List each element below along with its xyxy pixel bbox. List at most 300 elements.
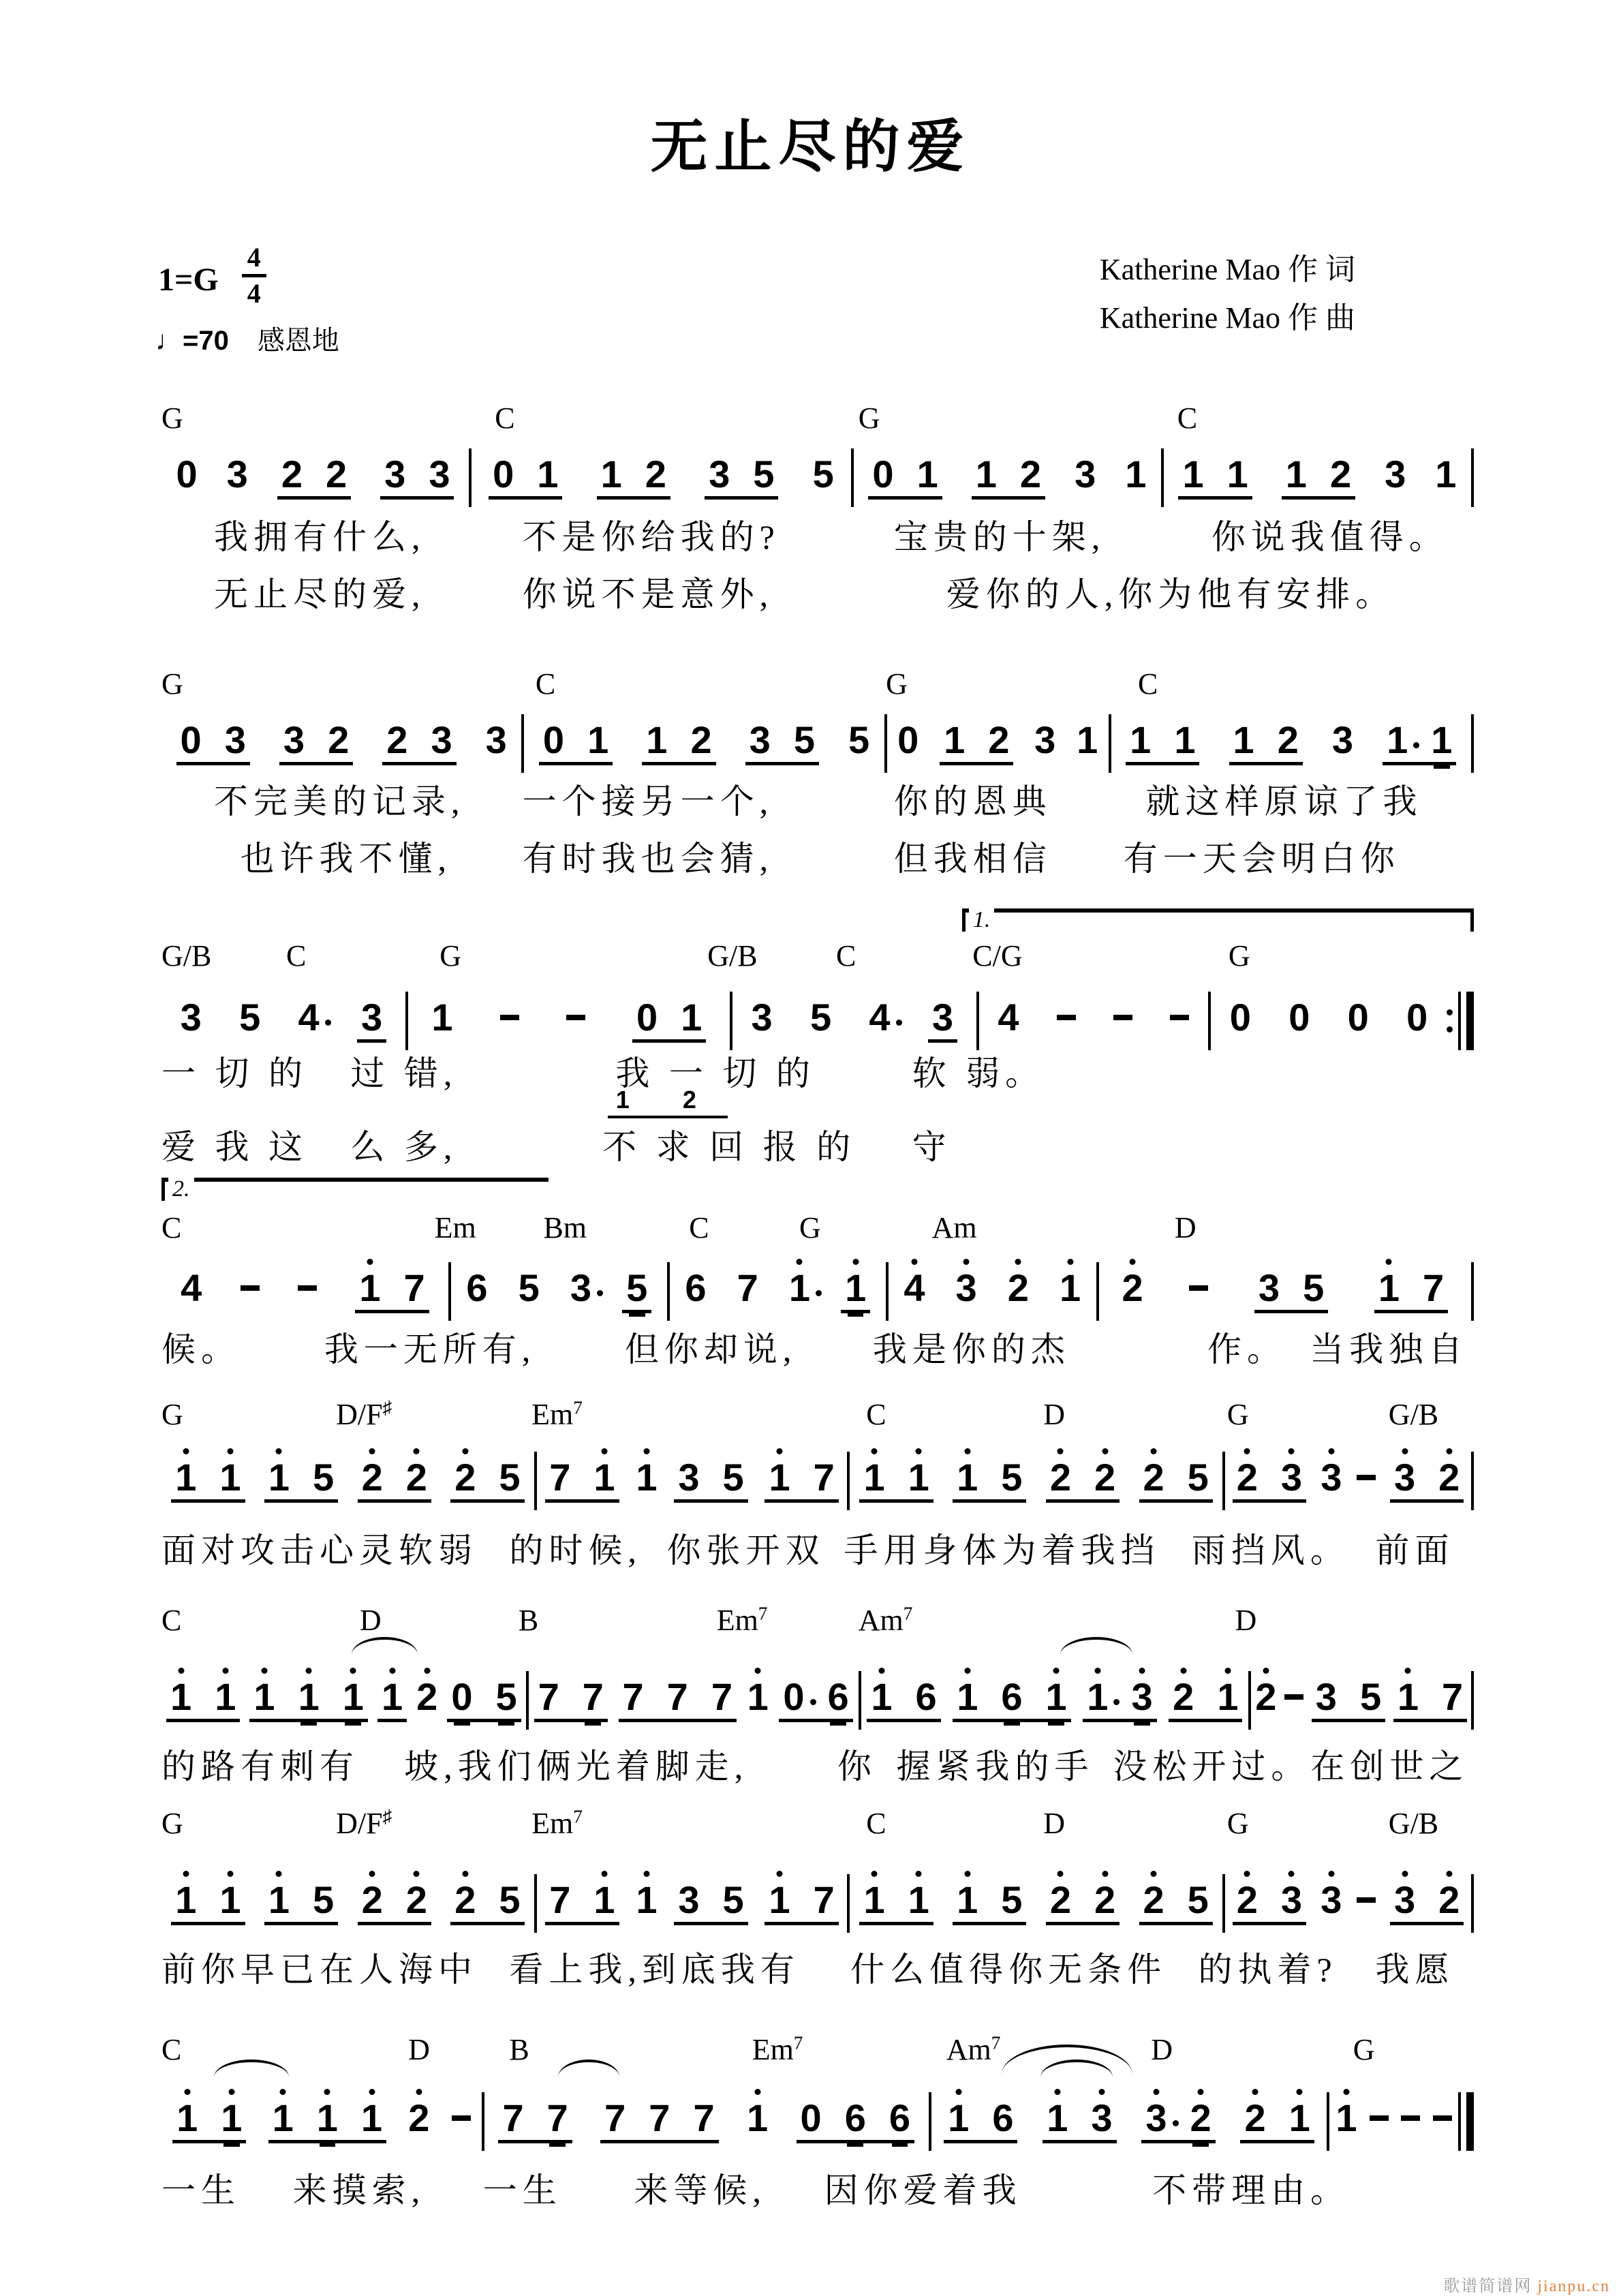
thin-bar <box>1458 2092 1461 2151</box>
note-digit <box>1091 2096 1113 2139</box>
digit: 1 <box>219 1456 241 1499</box>
volta-right-tick <box>1470 908 1474 932</box>
lyrics-chunk: 当我独自 <box>1310 1330 1468 1368</box>
augmentation-dot <box>1173 2120 1179 2126</box>
lyrics-chunk: 一个接另一个, <box>522 782 774 821</box>
digit: 1 <box>593 1456 615 1499</box>
note-digit <box>1143 1458 1164 1497</box>
lyrics-chunk: 面对攻击心灵软弱 <box>161 1531 478 1570</box>
note-digit <box>793 718 815 761</box>
measure <box>537 1869 847 1925</box>
digit: 4 <box>298 996 320 1039</box>
digit: 1 <box>298 1675 320 1718</box>
note-digit <box>454 1458 476 1497</box>
digit: 7 <box>549 1878 571 1921</box>
digit: 1 <box>587 718 609 761</box>
digit: 5 <box>313 1456 335 1499</box>
second-beam <box>1434 765 1450 769</box>
octave-dot-above <box>1402 1448 1408 1454</box>
chord-row <box>161 667 1474 705</box>
note-digit <box>1244 2096 1266 2139</box>
beam-group <box>765 1446 838 1503</box>
digit: 2 <box>1143 1878 1164 1921</box>
beam-group <box>619 1666 737 1722</box>
beam-group <box>268 2087 386 2143</box>
note-digit <box>1258 1266 1280 1309</box>
note-digit <box>1173 1675 1194 1718</box>
digit: 1 <box>957 1456 978 1499</box>
digit: 1 <box>863 1456 885 1499</box>
note-digit <box>1321 1458 1342 1497</box>
digit: 1 <box>636 1878 658 1921</box>
measure <box>1225 1869 1471 1925</box>
beam-group <box>1254 1257 1328 1313</box>
chord-label: B <box>518 1604 539 1637</box>
measure <box>1329 2087 1458 2137</box>
digit: 1 <box>1336 2096 1357 2139</box>
note-digit <box>298 998 320 1037</box>
digit: 2 <box>361 1456 383 1499</box>
measure <box>1111 709 1471 765</box>
note-digit <box>646 718 668 761</box>
digit: 3 <box>180 996 202 1039</box>
octave-dot-above <box>1102 1448 1108 1454</box>
digit: 5 <box>1001 1456 1023 1499</box>
note-digit <box>272 2096 294 2139</box>
measure <box>161 709 521 765</box>
beam-group <box>705 443 778 500</box>
note-digit <box>976 455 997 493</box>
octave-dot-above <box>1139 1668 1145 1674</box>
note-digit <box>814 1458 835 1497</box>
digit: 1 <box>268 1878 290 1921</box>
beam-group <box>868 443 942 500</box>
octave-dot-above <box>183 1448 189 1454</box>
barline <box>1471 1874 1474 1933</box>
beam-group <box>867 1666 940 1722</box>
note-digit <box>451 1675 473 1718</box>
dash-bar <box>1284 1694 1303 1700</box>
measure <box>161 1869 534 1925</box>
note-digit <box>342 1675 364 1718</box>
chord-label: Am <box>931 1211 977 1244</box>
note-digit <box>1435 455 1456 493</box>
barline <box>1471 714 1474 773</box>
octave-dot-above <box>755 1668 761 1674</box>
octave-dot-above <box>916 1448 922 1454</box>
digit: 6 <box>889 2096 911 2139</box>
octave-dot-above <box>389 1668 395 1674</box>
digit: 3 <box>1321 1456 1342 1499</box>
digit: 1 <box>957 1675 978 1718</box>
digit: 2 <box>361 1878 383 1921</box>
dash-bar <box>1370 2115 1389 2121</box>
octave-dot-above <box>1344 2089 1350 2095</box>
note-digit <box>219 1878 241 1921</box>
chord-label: C <box>866 1807 886 1840</box>
dot <box>1447 1009 1453 1015</box>
beam-group <box>779 1666 852 1722</box>
chord-label: C <box>689 1211 709 1244</box>
chord-label: G <box>1226 1398 1249 1431</box>
lyrics-chunk: 你的恩典 <box>893 782 1052 821</box>
notes-row <box>161 986 1474 1050</box>
measure <box>887 709 1109 765</box>
note-digit <box>431 718 452 761</box>
duration-dash <box>1357 1881 1376 1919</box>
digit: 3 <box>1034 718 1056 761</box>
lyrics-chunk: 你说我值得。 <box>1211 518 1449 556</box>
measure <box>161 1446 534 1503</box>
dash-bar <box>452 2115 471 2121</box>
chord-row <box>161 1210 1474 1249</box>
note-digit <box>593 1458 615 1497</box>
chord-label: C <box>835 939 856 973</box>
duration-dash <box>241 1269 260 1307</box>
digit: 5 <box>793 718 815 761</box>
chord-label: G <box>161 667 183 701</box>
lyrics-row <box>161 1942 1474 1989</box>
chord-label: C <box>1177 401 1198 435</box>
watermark-site: 歌谱简谱网 <box>1443 2278 1538 2295</box>
octave-dot-above <box>871 1448 878 1454</box>
volta-bracket <box>962 907 1474 932</box>
note-digit <box>1125 455 1146 493</box>
digit: 1 <box>863 1878 885 1921</box>
digit: 6 <box>685 1266 707 1309</box>
chord-row <box>161 2032 1474 2070</box>
note-digit <box>316 2096 338 2139</box>
note-digit <box>1277 718 1299 761</box>
chord-label: Em$^7$ <box>531 1806 583 1840</box>
digit: 2 <box>1190 2096 1211 2139</box>
duration-dash <box>500 998 519 1037</box>
beam-group <box>1233 1446 1306 1503</box>
dot <box>1447 1026 1453 1032</box>
thick-bar <box>1466 992 1474 1050</box>
lyrics-chunk: 一生 <box>161 2171 241 2209</box>
note-digit <box>1286 455 1307 493</box>
beam-group <box>1169 1666 1242 1722</box>
beam-group <box>859 1446 933 1503</box>
beam-group <box>176 709 250 765</box>
octave-dot-above <box>462 1448 468 1454</box>
beam-group <box>277 443 351 500</box>
digit: 5 <box>495 1675 517 1718</box>
note-digit <box>649 2096 670 2139</box>
note-digit <box>1182 455 1203 493</box>
digit: 7 <box>582 1675 604 1718</box>
dash-bar <box>241 1285 260 1291</box>
beam-group <box>953 1446 1026 1503</box>
digit: 2 <box>1143 1456 1164 1499</box>
beam-group <box>1233 1869 1306 1925</box>
note-digit <box>690 718 712 761</box>
beam-group <box>944 2087 1017 2143</box>
octave-dot-above <box>306 1668 312 1674</box>
augmentation-dot <box>597 1290 603 1296</box>
lyrics-chunk: 雨挡风。 <box>1191 1531 1350 1570</box>
augmentation-dot <box>1413 742 1419 748</box>
lyrics-chunk: 软 弱。 <box>912 1054 1045 1092</box>
octave-dot-above <box>350 1668 356 1674</box>
digit: 7 <box>538 1675 559 1718</box>
digit: 5 <box>1187 1878 1209 1921</box>
measure <box>472 443 851 500</box>
note-digit <box>678 1458 699 1497</box>
measure <box>537 1446 847 1503</box>
octave-dot-above <box>777 1448 783 1454</box>
measure <box>670 1257 886 1313</box>
duration-dash <box>1170 998 1189 1037</box>
lyrics-chunk: 我一无所有, <box>324 1330 536 1368</box>
note-digit <box>869 998 890 1037</box>
second-beam <box>1048 1722 1064 1726</box>
octave-dot-above <box>462 1871 468 1877</box>
note-digit <box>224 718 246 761</box>
beam-group <box>642 709 715 765</box>
duration-dash <box>1113 998 1132 1037</box>
octave-dot-above <box>911 1259 917 1265</box>
duration-dash <box>452 2099 471 2137</box>
final-barline <box>1458 2092 1474 2151</box>
octave-dot-above <box>1328 1448 1334 1454</box>
beam-group <box>972 443 1045 500</box>
note-digit <box>915 1675 937 1718</box>
octave-dot-above <box>1130 1259 1136 1265</box>
lyrics-chunk: 就这样原谅了我 <box>1145 782 1423 821</box>
digit: 5 <box>499 1878 521 1921</box>
lyrics-chunk: 我拥有什么, <box>214 518 426 556</box>
digit: 3 <box>931 996 954 1039</box>
measure <box>732 986 976 1043</box>
digit: 2 <box>1438 1456 1460 1499</box>
beam-group <box>597 443 670 500</box>
beam-group <box>450 1869 524 1925</box>
measure <box>889 1257 1096 1307</box>
note-digit <box>1438 1458 1460 1497</box>
digit: 2 <box>1255 1675 1277 1718</box>
digit: 2 <box>1438 1878 1460 1921</box>
note-digit <box>1331 718 1354 761</box>
chord-label: G <box>1228 939 1250 973</box>
lyrics-chunk: 没松开过。在创世之 <box>1113 1747 1469 1786</box>
beam-group <box>172 2087 246 2143</box>
digit: 3 <box>1091 2096 1113 2139</box>
chord-label: Bm <box>543 1211 587 1244</box>
lyrics-chunk: 看上我,到底我有 <box>509 1950 800 1989</box>
note-digit <box>889 2096 911 2139</box>
chord-label: C <box>161 1211 182 1244</box>
octave-dot-above <box>643 1448 649 1454</box>
credit-composer: Katherine Mao 作 曲 <box>1099 301 1355 335</box>
digit: 1 <box>1047 2096 1068 2139</box>
digit: 3 <box>1258 1266 1280 1309</box>
digit: 7 <box>1441 1675 1464 1718</box>
digit: 7 <box>693 2096 715 2139</box>
barline <box>1471 448 1474 507</box>
note-digit <box>917 455 938 493</box>
digit: 7 <box>666 1675 688 1718</box>
note-digit <box>283 718 305 761</box>
octave-dot-above <box>1151 1448 1157 1454</box>
lyrics-chunk: 你 <box>837 1747 877 1786</box>
octave-dot-above <box>1151 1871 1157 1877</box>
note-digit <box>1001 1878 1023 1921</box>
quarter-note-icon: ♩ <box>155 326 183 356</box>
note-digit <box>328 718 350 761</box>
digit: 1 <box>769 1456 790 1499</box>
note-digit <box>1075 455 1096 493</box>
lyrics-chunk: 也许我不懂, <box>240 840 452 878</box>
lyrics-chunk: 你张开双 <box>666 1531 825 1570</box>
digit: 1 <box>272 2096 294 2139</box>
digit: 0 <box>1229 996 1251 1039</box>
digit: 3 <box>283 718 305 761</box>
beam-group <box>765 1869 838 1925</box>
lyrics-chunk: 握紧我的手 <box>896 1747 1094 1786</box>
octave-dot-above <box>261 1668 267 1674</box>
lyrics-chunk: 我愿 <box>1375 1950 1455 1989</box>
note-digit <box>749 718 771 761</box>
digit: 1 <box>359 1266 381 1309</box>
digit: 1 <box>431 996 453 1039</box>
note-digit <box>844 2096 866 2139</box>
note-digit <box>636 1878 658 1921</box>
digit: 1 <box>1288 2096 1310 2139</box>
second-beam <box>320 2143 336 2147</box>
watermark <box>1443 2272 1610 2296</box>
octave-dot-above <box>369 1871 375 1877</box>
beam-group <box>355 1257 429 1313</box>
octave-dot-above <box>324 2089 330 2095</box>
note-digit <box>362 1458 383 1497</box>
lyrics-chunk: 候。 <box>161 1330 241 1368</box>
digit: 2 <box>1007 1266 1029 1309</box>
lyrics-chunk: 过 错, <box>350 1054 458 1092</box>
notes-row <box>161 1257 1474 1321</box>
note-digit <box>1237 1458 1258 1497</box>
note-digit <box>1394 1458 1415 1497</box>
note-digit <box>1336 2096 1357 2139</box>
digit: 3 <box>1385 453 1406 495</box>
digit: 1 <box>1435 453 1457 495</box>
digit: 4 <box>181 1266 202 1309</box>
note-digit <box>381 1675 403 1718</box>
note-digit <box>546 2096 568 2139</box>
note-digit <box>1236 1878 1258 1921</box>
digit: 1 <box>600 453 622 495</box>
note-digit <box>1077 718 1098 761</box>
note-digit <box>359 1266 381 1309</box>
digit: 2 <box>416 1675 438 1718</box>
chord-label: C <box>535 667 556 701</box>
note-digit <box>1020 455 1041 493</box>
octave-dot-above <box>1446 1448 1452 1454</box>
octave-dot-above <box>1288 1448 1295 1454</box>
note-digit <box>537 455 558 493</box>
beam-group <box>264 1446 338 1503</box>
chord-label: G <box>161 1807 183 1840</box>
octave-dot-above <box>369 2089 375 2095</box>
digit: 1 <box>908 1456 929 1499</box>
dash-bar <box>1170 1015 1189 1020</box>
beam-group <box>745 709 819 765</box>
beam-group <box>545 1869 619 1925</box>
lyrics-row <box>161 1120 1474 1166</box>
digit: 5 <box>239 996 261 1039</box>
digit: 6 <box>466 1266 488 1309</box>
chord-label: Em <box>434 1211 476 1244</box>
note-digit <box>622 1675 644 1718</box>
second-beam <box>847 2143 863 2147</box>
digit: 3 <box>678 1456 700 1499</box>
digit: 5 <box>1001 1878 1023 1921</box>
note-digit <box>593 1878 615 1921</box>
credit-lyricist: Katherine Mao 作 词 <box>1099 253 1355 286</box>
note-digit <box>1438 1878 1460 1921</box>
octave-dot-above <box>601 1448 607 1454</box>
digit: 7 <box>622 1675 644 1718</box>
note-digit <box>239 998 260 1037</box>
note-digit <box>1394 1878 1416 1921</box>
digit: 1 <box>681 996 703 1039</box>
note-digit <box>406 1458 427 1497</box>
lyrics-chunk: 我是你的杰 <box>872 1330 1070 1368</box>
digit: 1 <box>1077 718 1098 761</box>
octave-dot-above <box>1099 2089 1105 2095</box>
beam-group <box>382 709 456 765</box>
note-digit <box>626 1266 648 1309</box>
digit: 1 <box>1226 453 1248 495</box>
note-digit <box>1007 1266 1029 1309</box>
second-beam <box>549 2143 566 2147</box>
lyrics-chunk: 前你早已在人海中 <box>161 1950 478 1989</box>
note-digit <box>405 1878 427 1921</box>
digit: 4 <box>869 996 891 1039</box>
note-digit <box>1233 718 1254 761</box>
measure <box>1211 986 1447 1037</box>
digit: 2 <box>386 718 408 761</box>
digit: 5 <box>518 1266 540 1309</box>
digit: 3 <box>361 996 383 1039</box>
note-digit <box>813 1878 835 1921</box>
octave-dot-above <box>1067 1259 1073 1265</box>
note-digit <box>948 2096 970 2139</box>
digit: 3 <box>1394 1456 1416 1499</box>
digit: 1 <box>1285 453 1307 495</box>
lyrics-chunk: 我 一 切 的 <box>615 1054 816 1092</box>
beam-group <box>377 1666 407 1722</box>
second-beam <box>345 1722 361 1726</box>
digit: 1 <box>316 2096 338 2139</box>
note-digit <box>518 1266 540 1309</box>
digit: 2 <box>405 1456 427 1499</box>
repeat-end-barline <box>1447 992 1474 1050</box>
octave-dot-above <box>178 1668 184 1674</box>
note-digit <box>1145 2096 1167 2139</box>
note-digit <box>1330 455 1351 493</box>
note-digit <box>871 1675 893 1718</box>
measure <box>161 1257 448 1313</box>
octave-dot-above <box>1198 2089 1204 2095</box>
digit: 3 <box>429 453 450 495</box>
note-digit <box>1255 1675 1277 1718</box>
note-digit <box>549 1878 571 1921</box>
note-digit <box>848 718 870 761</box>
chord-label: C <box>285 939 307 973</box>
octave-dot-above <box>878 1668 884 1674</box>
